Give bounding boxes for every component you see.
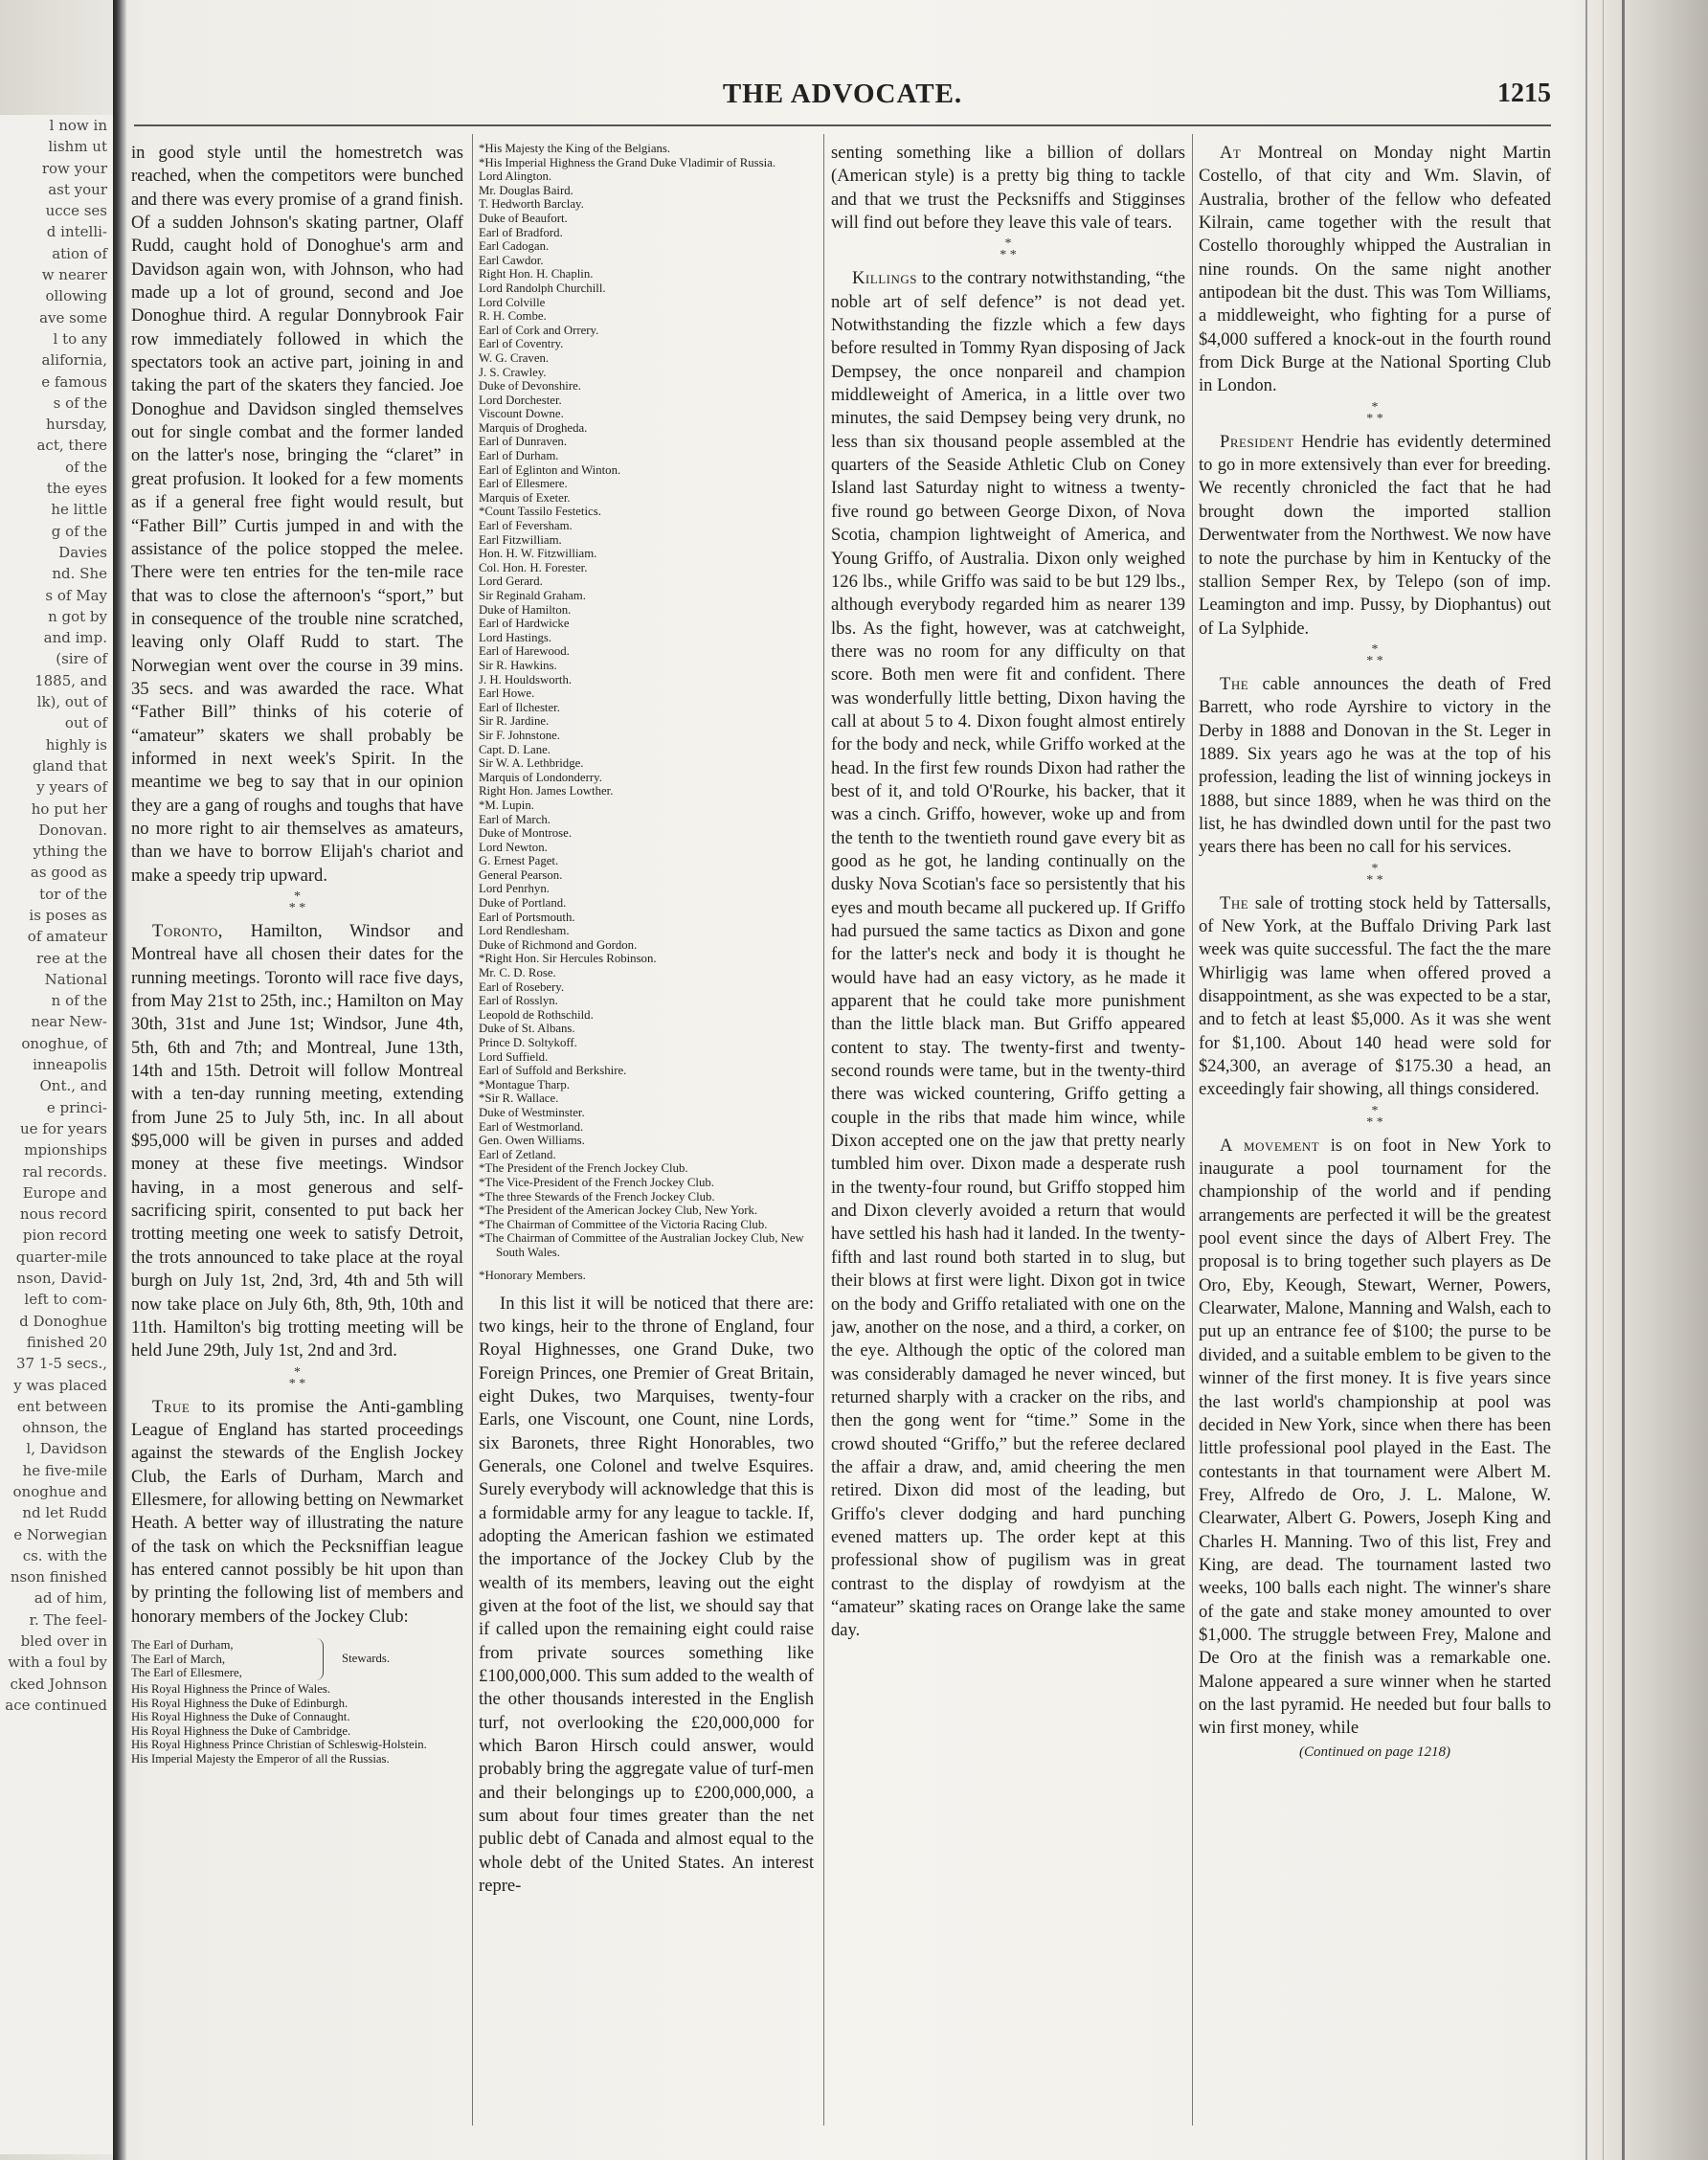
member-entry: Col. Hon. H. Forester. bbox=[479, 560, 588, 574]
fragment-line: gland that bbox=[32, 756, 107, 775]
member-entry: J. S. Crawley. bbox=[479, 365, 547, 379]
steward-entry: The Earl of Ellesmere, bbox=[131, 1666, 242, 1680]
member-entry: *The three Stewards of the French Jockey Club. bbox=[479, 1189, 715, 1204]
member-entry: *The Vice-President of the French Jockey Club. bbox=[479, 1175, 714, 1189]
fragment-line: ast your bbox=[48, 180, 107, 198]
member-entry: Duke of Westminster. bbox=[479, 1105, 585, 1119]
fragment-line: ation of bbox=[52, 244, 107, 262]
member-entry: Earl of Bradford. bbox=[479, 225, 563, 239]
binding-gutter bbox=[113, 0, 126, 2160]
member-entry: Prince D. Soltykoff. bbox=[479, 1036, 577, 1049]
fragment-line: ue for years bbox=[20, 1119, 107, 1137]
member-entry: Earl of Dunraven. bbox=[479, 435, 568, 449]
fragment-line: ohnson, the bbox=[22, 1419, 107, 1437]
article-paragraph: Toronto, Hamilton, Windsor and Montreal have all chosen their dates for the running meetings. Toronto will race five days, from May 21st to 25th, inc.; Hamilton on May 30th, 31st and June 1st; Windsor, June 4th, 5th, 6th and 7th; and Montreal, June 13th, 14th and 15th. Detroit will follow Montreal with a ten-day running meeting, extending from June 25 to July 5th, inc. In all about $95,000 will be given in purses and added money at these five meetings. Windsor having, in a most generous and self-sacrificing spirit, consented to put back her trotting meeting one week to satisfy Detroit, the trots announced to take place at the royal burgh on July 1st, 2nd, 3rd, 4th and 5th will now take place on July 6th, 8th, 9th, 10th and 11th. Hamilton's big trotting meeting will be held June 29th, July 1st, 2nd and 3rd. bbox=[131, 921, 463, 1361]
member-entry: Marquis of Drogheda. bbox=[479, 420, 588, 435]
member-entry: Lord Rendlesham. bbox=[479, 924, 570, 938]
fragment-line: (sire of bbox=[56, 650, 107, 668]
fragment-line: e famous bbox=[41, 372, 107, 391]
fragment-line: Ont., and bbox=[39, 1077, 107, 1095]
member-entry: Duke of Beaufort. bbox=[479, 211, 568, 225]
fragment-line: l, Davidson bbox=[26, 1440, 107, 1458]
fragment-line: nson finished bbox=[10, 1568, 107, 1586]
member-entry: *Sir R. Wallace. bbox=[479, 1091, 559, 1106]
column-rule bbox=[472, 134, 473, 2126]
continuation-note: (Continued on page 1218) bbox=[1299, 1744, 1450, 1760]
stewards-label: Stewards. bbox=[342, 1651, 391, 1665]
member-entry: Earl of Suffold and Berkshire. bbox=[479, 1064, 627, 1078]
member-entry: His Royal Highness the Duke of Edinburgh. bbox=[131, 1696, 348, 1710]
member-entry: Duke of Devonshire. bbox=[479, 379, 581, 394]
member-entry: Lord Hastings. bbox=[479, 630, 552, 644]
member-entry: *M. Lupin. bbox=[479, 798, 534, 812]
member-entry: Duke of Hamilton. bbox=[479, 602, 572, 617]
fragment-line: n got by bbox=[48, 607, 107, 625]
section-separator: * * * bbox=[1366, 1103, 1383, 1130]
member-entry: Earl of Rosebery. bbox=[479, 979, 565, 994]
member-entry: *The Chairman of Committee of the Victoria Racing Club. bbox=[479, 1217, 768, 1231]
header-rule bbox=[134, 124, 1551, 126]
fragment-line: inneapolis bbox=[33, 1056, 107, 1074]
member-entry: His Royal Highness the Prince of Wales. bbox=[131, 1681, 331, 1696]
member-entry: Right Hon. James Lowther. bbox=[479, 784, 614, 799]
member-entry: Earl of Portsmouth. bbox=[479, 910, 575, 924]
fragment-line: alifornia, bbox=[41, 351, 107, 370]
fragment-line: d Donoghue bbox=[19, 1312, 107, 1330]
fragment-line: and imp. bbox=[43, 629, 107, 647]
article-paragraph: President Hendrie has evidently determined to go in more extensively than ever for breeding. We recently chronicled the fact that he had brought down the imported stallion Derwentwater from the Northwest. We now have to note the purchase by him in Kentucky of the stallion Semper Rex, by Telepo (son of imp. Leamington and imp. Pussy, by Diophantus) out of La Sylphide. bbox=[1199, 431, 1551, 639]
member-entry: Earl of Westmorland. bbox=[479, 1119, 584, 1134]
members-list bbox=[131, 1682, 463, 1766]
fragment-line: ucce ses bbox=[45, 202, 107, 220]
member-entry: W. G. Craven. bbox=[479, 350, 550, 365]
fragment-line: pion record bbox=[22, 1226, 107, 1245]
page-number: 1215 bbox=[1497, 79, 1551, 108]
fragment-line: bled over in bbox=[20, 1632, 107, 1651]
publication-title: THE ADVOCATE. bbox=[722, 79, 963, 109]
fragment-line: y years of bbox=[36, 778, 107, 797]
article-paragraph: In this list it will be noticed that there are: two kings, heir to the throne of England, four Royal Highnesses, one Grand Duke, two Foreign Princes, one Premier of Great Britain, eight Dukes, two Marquises, twenty-four Earls, one Viscount, one Count, nine Lords, six Baronets, three Right Honorables, two Generals, one Colonel and twelve Esquires. Surely everybody will acknowledge that this is a formidable army for any league to tackle. If, adopting the American fashion we estimated the importance of the Jockey Club by the wealth of its members, leaving out the eight given at the foot of the list, we should say that if called upon the remaining eight could raise from private sources something like £100,000,000. This sum added to the wealth of the other thousands interested in the English turf, not overlooking the £20,000,000 for which Baron Hirsch could answer, would probably bring the aggregate value of turf-men and their belongings up to £200,000,000, a sum about four times greater than the net public debt of Canada and almost equal to the whole debt of the United States. An interest repre- bbox=[479, 1293, 814, 1897]
fragment-line: Europe and bbox=[22, 1183, 107, 1202]
page-edge bbox=[1564, 0, 1708, 2160]
member-entry: Earl of Coventry. bbox=[479, 337, 564, 351]
column-rule bbox=[823, 134, 824, 2126]
member-entry: Earl Howe. bbox=[479, 686, 535, 701]
member-entry: Earl of Durham. bbox=[479, 449, 559, 463]
member-entry: Sir R. Jardine. bbox=[479, 714, 550, 729]
member-entry: Duke of St. Albans. bbox=[479, 1022, 575, 1036]
article-paragraph: in good style until the homestretch was reached, when the competitors were bunched and there was every promise of a grand finish. Of a sudden Johnson's skating partner, Olaff Rudd, caught hold of Donoghue's arm and Davidson again won, with Johnson, who had made up a lot of ground, second and Joe Donoghue third. A regular Donnybrook Fair row immediately followed in which the spectators took an active part, joining in and taking the part of the skaters they fancied. Joe Donoghue and Davidson singled themselves out for single combat and the former landed on the latter's nose, bringing the “claret” in great profusion. It looked for a few moments as if a general free fight would result, but “Father Bill” Curtis jumped in and with the assistance of the police stopped the melee. There were ten entries for the ten-mile race that was to close the afternoon's “sport,” but in consequence of the trouble nine scratched, leaving only Olaff Rudd to start. The Norwegian went over the course in 39 mins. 35 secs. and was awarded the race. What “Father Bill” thinks of his coterie of “amateur” skaters we shall probably be informed in next week's Spirit. In the meantime we beg to say that in our opinion they are a gang of roughs and toughs that have no more right to air themselves as amateurs, than we have to borrow Elijah's chariot and make a speedy trip upward. bbox=[131, 143, 463, 886]
member-entry: Sir Reginald Graham. bbox=[479, 589, 586, 602]
member-entry: His Royal Highness Prince Christian of Schleswig-Holstein. bbox=[131, 1738, 427, 1752]
section-separator: * * * bbox=[1000, 236, 1017, 263]
fragment-line: nd let Rudd bbox=[22, 1504, 107, 1522]
fragment-line: ace continued bbox=[5, 1696, 107, 1714]
fragment-line: s of May bbox=[45, 586, 107, 604]
fragment-line: out of bbox=[64, 714, 107, 732]
article-paragraph: True to its promise the Anti-gambling League of England has started proceedings against the stewards of the English Jockey Club, the Earls of Durham, March and Ellesmere, for allowing betting on Newmarket Heath. A better way of illustrating the nature of the task on which the Pecksniffian league has entered cannot possibly be hit upon than by printing the following list of members and honorary members of the Jockey Club: bbox=[131, 1396, 463, 1627]
footnote: *Honorary Members. bbox=[479, 1267, 586, 1282]
member-entry: *Right Hon. Sir Hercules Robinson. bbox=[479, 952, 657, 966]
fragment-line: tor of the bbox=[39, 885, 107, 903]
member-entry: His Royal Highness the Duke of Connaught. bbox=[131, 1710, 350, 1724]
member-entry: Duke of Richmond and Gordon. bbox=[479, 937, 638, 952]
fragment-line: l now in bbox=[49, 117, 107, 134]
fragment-line: hursday, bbox=[46, 416, 107, 434]
member-entry: Earl of Ilchester. bbox=[479, 700, 560, 714]
member-entry: Lord Suffield. bbox=[479, 1049, 549, 1064]
member-entry: Lord Penrhyn. bbox=[479, 882, 550, 896]
fragment-line: nd. She bbox=[52, 565, 107, 583]
fragment-line: ral records. bbox=[22, 1162, 107, 1181]
member-entry: Lord Alington. bbox=[479, 169, 552, 184]
member-entry: Gen. Owen Williams. bbox=[479, 1134, 585, 1148]
fragment-line: w nearer bbox=[41, 266, 107, 284]
section-separator: * * * bbox=[288, 889, 306, 915]
fragment-line: as good as bbox=[30, 864, 107, 882]
fragment-line: of amateur bbox=[27, 928, 107, 946]
fragment-line: n of the bbox=[51, 992, 107, 1010]
member-entry: Marquis of Exeter. bbox=[479, 490, 571, 505]
member-entry: T. Hedworth Barclay. bbox=[479, 197, 584, 212]
fragment-line: ave some bbox=[39, 308, 107, 326]
fragment-line: d intelli- bbox=[46, 223, 107, 241]
fragment-line: lishm ut bbox=[48, 138, 107, 156]
member-entry: Sir F. Johnstone. bbox=[479, 728, 561, 742]
fragment-line: e princi- bbox=[46, 1098, 107, 1116]
member-entry: *The President of the American Jockey Club, New York. bbox=[479, 1204, 758, 1218]
member-entry: Earl of Zetland. bbox=[479, 1147, 556, 1161]
member-entry: *Montague Tharp. bbox=[479, 1077, 571, 1091]
fragment-line: cs. with the bbox=[22, 1546, 107, 1564]
article-paragraph: Killings to the contrary notwithstanding, “the noble art of self defence” is not dead yet. Notwithstanding the fizzle which a few days before resulted in Tommy Ryan disposing of Jack Dempsey, the once nonpareil and champion middleweight of America, in a little over two minutes, the said Dempsey being very drunk, no less than six thousand people assembled at the quarters of the Seaside Athletic Club on Coney Island last Saturday night to witness a twenty-five round go between George Dixon, of Nova Scotia, champion lightweight of America, and Young Griffo, of Australia. Dixon only weighed 126 lbs., while Griffo was said to be but 129 lbs., although everybody regarded him as nearer 139 lbs. As the fight, however, was at catchweight, there was no room for any difficulty on that score. Both men were fit and confident. There was wonderfully little betting, Dixon having the call at about 5 to 4. Dixon fought almost entirely for the body and neck, while Griffo worked at the head. In the first few rounds Dixon had rather the best of it, and told O'Rourke, his backer, that it was a cinch. Griffo, however, woke up and from the tenth to the twentieth round gave every bit as good as he got, he landing continually on the dusky Nova Scotian's face so persistently that his eyes and mouth became all puckered up. If Griffo had pursued the same tactics as Dixon and gone for the latter's neck and body it is thought he would have had an easy victory, as he made it apparent that he could take more punishment than the little black man. But Griffo appeared content to stay. The twenty-first and twenty-second rounds were tame, but in the twenty-third there was wicked countering, Griffo getting a couple in the ribs that made him wince, while Dixon accepted one on the jaw that pretty nearly tumbled him over. Dixon made a desperate rush in the twenty-four round, but Griffo stopped him and Dixon cleverly avoided a return that would have settled his hash had it landed. In the twenty-fifth and last round both started in to slug, but their blows at first were light. Dixon got in twice on the body and Griffo retaliated with one on the jaw, another on the nose, and a third, a corker, on the eye. Although the optic of the colored man was considerably damaged he never winced, but returned sharply with a cracker on the ribs, and then the gong went for “time.” Some in the crowd shouted “Griffo,” but the referee declared the affair a draw, and, amid cheering the men retired. Dixon did most of the leading, but Griffo's clever dodging and hard punching evened matters up. The order kept at this professional show of pugilism was in great contrast to the display of rowdyism at the “amateur” skating races on Orange lake the same day. bbox=[831, 268, 1185, 1641]
fragment-line: ything the bbox=[33, 843, 107, 861]
fragment-line: Davies bbox=[58, 543, 107, 561]
fragment-line: r. The feel- bbox=[29, 1610, 107, 1629]
stewards-list bbox=[131, 1638, 463, 1682]
fragment-line: he little bbox=[51, 501, 107, 519]
member-entry: Capt. D. Lane. bbox=[479, 742, 551, 756]
fragment-line: with a foul by bbox=[8, 1654, 107, 1672]
member-entry: Right Hon. H. Chaplin. bbox=[479, 267, 594, 281]
fragment-line: quarter-mile bbox=[15, 1248, 107, 1266]
member-entry: Leopold de Rothschild. bbox=[479, 1007, 594, 1022]
member-entry: Sir R. Hawkins. bbox=[479, 658, 557, 672]
steward-entry: The Earl of March, bbox=[131, 1652, 226, 1666]
fragment-line: mpionships bbox=[24, 1141, 107, 1159]
fragment-line: l to any bbox=[53, 329, 107, 348]
member-entry: R. H. Combe. bbox=[479, 309, 547, 324]
member-entry: *Count Tassilo Festetics. bbox=[479, 505, 601, 519]
fragment-line: g of the bbox=[51, 522, 107, 540]
article-paragraph: A movement is on foot in New York to inaugurate a pool tournament for the championship of the world and if pending arrangements are perfected it will be the greatest pool event since the days of Albert Frey. The proposal is to bring together such players as De Oro, Eby, Keough, Stewart, Werner, Powers, Clearwater, Malone, Manning and Walsh, each to put up an entrance fee of $100; the purse to be divided, and a suitable emblem to be given to the winner of the first money. It is five years since the last world's championship at pool was decided in New York, since when there has been little professional pool played in the East. The contestants in that tournament were Albert M. Frey, Alfredo de Oro, J. L. Malone, W. Clearwater, Albert G. Powers, Joseph King and Charles H. Manning. Two of this list, Frey and King, are dead. The tournament lasted two weeks, 100 balls each night. The winner's share of the gate and stake money amounted to over $1,000. The struggle between Frey, Malone and De Oro at the finish was a remarkable one. Malone appeared a sure winner when he started on the last pyramid. He needed but four balls to win first money, while bbox=[1199, 1135, 1551, 1739]
fragment-line: nson, David- bbox=[16, 1270, 107, 1288]
member-entry: G. Ernest Paget. bbox=[479, 854, 559, 868]
member-entry: Lord Dorchester. bbox=[479, 393, 562, 407]
member-entry: Earl Fitzwilliam. bbox=[479, 532, 562, 547]
fragment-line: ent between bbox=[16, 1397, 107, 1415]
section-separator: * * * bbox=[1366, 861, 1383, 888]
fragment-line: onoghue and bbox=[12, 1483, 107, 1500]
section-separator: * * * bbox=[1366, 399, 1383, 426]
member-entry: His Royal Highness the Duke of Cambridge. bbox=[131, 1723, 351, 1738]
article-paragraph: The sale of trotting stock held by Tattersalls, of New York, at the Buffalo Driving Park last week was quite successful. The fact the the mare Whirligig was lame when offered proved a disappointment, as she was expected to be a star, and to fetch at least $5,000. As it was she went for $1,100. About 140 head were sold for $24,300, an average of $175.30 a head, an exceedingly fair showing, all things considered. bbox=[1199, 892, 1551, 1100]
fragment-line: 37 1-5 secs., bbox=[16, 1355, 107, 1373]
previous-page-fragment bbox=[0, 115, 113, 2154]
page-header bbox=[134, 75, 1551, 123]
member-entry: Duke of Montrose. bbox=[479, 826, 573, 841]
member-entry: Mr. C. D. Rose. bbox=[479, 966, 556, 980]
member-entry: Lord Randolph Churchill. bbox=[479, 281, 606, 295]
member-entry: His Imperial Majesty the Emperor of all the Russias. bbox=[131, 1751, 390, 1766]
fragment-line: finished 20 bbox=[26, 1333, 107, 1351]
fragment-line: e Norwegian bbox=[13, 1525, 107, 1543]
fragment-line: highly is bbox=[45, 735, 107, 754]
fragment-line: ollowing bbox=[45, 287, 107, 305]
fragment-line: is poses as bbox=[29, 906, 107, 924]
member-entry: Hon. H. W. Fitzwilliam. bbox=[479, 547, 597, 561]
column-3 bbox=[831, 142, 1185, 2095]
section-separator: * * * bbox=[288, 1364, 306, 1391]
fragment-line: s of the bbox=[53, 394, 107, 412]
member-entry: *The Chairman of Committee of the Australian Jockey Club, New South Wales. bbox=[479, 1231, 804, 1259]
brace bbox=[313, 1638, 324, 1680]
column-4 bbox=[1199, 142, 1551, 2095]
member-entry: Mr. Douglas Baird. bbox=[479, 183, 573, 197]
member-entry: Duke of Portland. bbox=[479, 896, 567, 911]
member-entry: Earl of Feversham. bbox=[479, 519, 573, 533]
member-entry: Sir W. A. Lethbridge. bbox=[479, 756, 584, 771]
fragment-line: ad of him, bbox=[34, 1589, 107, 1608]
member-entry: Marquis of Londonderry. bbox=[479, 770, 602, 784]
fragment-line: near New- bbox=[31, 1013, 107, 1031]
member-entry: Viscount Downe. bbox=[479, 407, 564, 421]
members-list bbox=[479, 142, 814, 1260]
member-entry: Earl of Rosslyn. bbox=[479, 994, 558, 1008]
fragment-line: act, there bbox=[36, 437, 107, 455]
member-entry: Earl Cawdor. bbox=[479, 253, 544, 267]
fragment-line: row your bbox=[41, 159, 107, 177]
fragment-line: he five-mile bbox=[22, 1461, 107, 1479]
column-1 bbox=[131, 142, 463, 2095]
member-entry: Earl Cadogan. bbox=[479, 239, 550, 254]
member-entry: Lord Gerard. bbox=[479, 574, 543, 589]
fragment-line: onoghue, of bbox=[21, 1034, 107, 1052]
fragment-line: ho put her bbox=[31, 799, 107, 818]
member-entry: *His Majesty the King of the Belgians. bbox=[479, 142, 671, 155]
fragment-line: 1885, and bbox=[34, 671, 107, 689]
member-entry: *His Imperial Highness the Grand Duke Vladimir of Russia. bbox=[479, 155, 776, 169]
fragment-line: nous record bbox=[19, 1205, 107, 1224]
steward-entry: The Earl of Durham, bbox=[131, 1637, 234, 1652]
member-entry: Earl of Eglinton and Winton. bbox=[479, 462, 621, 477]
member-entry: Lord Newton. bbox=[479, 840, 548, 854]
fragment-line: the eyes bbox=[46, 480, 107, 498]
column-rule bbox=[1192, 134, 1193, 2126]
section-separator: * * * bbox=[1366, 641, 1383, 668]
fragment-line: left to com- bbox=[24, 1291, 107, 1309]
article-paragraph: At Montreal on Monday night Martin Costello, of that city and Wm. Slavin, of Australia, brother of the fellow who defeated Kilrain, came together with the result that Costello thoroughly whipped the Australian in nine rounds. On the same night another antipodean bit the dust. This was Tom Williams, a middleweight, who fighting for a purse of $4,000 suffered a knock-out in the fourth round from Dick Burge at the National Sporting Club in London. bbox=[1199, 143, 1551, 396]
fragment-line: lk), out of bbox=[36, 693, 107, 711]
member-entry: Earl of March. bbox=[479, 812, 551, 826]
fragment-line: y was placed bbox=[13, 1376, 107, 1394]
fragment-line: of the bbox=[65, 458, 107, 476]
article-paragraph: The cable announces the death of Fred Barrett, who rode Ayrshire to victory in the Derby in 1888 and Donovan in the St. Leger in 1889. Six years ago he was at the top of his profession, leading the list of winning jockeys in 1888, but since 1889, when he was third on the list, he has dwindled down until for the past two years there has been no call for his services. bbox=[1199, 673, 1551, 858]
member-entry: Earl of Hardwicke bbox=[479, 617, 570, 631]
member-entry: Earl of Harewood. bbox=[479, 644, 570, 659]
fragment-line: cked Johnson bbox=[10, 1675, 107, 1693]
member-entry: Lord Colville bbox=[479, 295, 546, 309]
member-entry: General Pearson. bbox=[479, 867, 563, 882]
fragment-line: National bbox=[44, 970, 107, 988]
fragment-line: Donovan. bbox=[38, 821, 107, 839]
fragment-line: ree at the bbox=[36, 949, 107, 967]
member-entry: *The President of the French Jockey Club. bbox=[479, 1161, 688, 1176]
member-entry: Earl of Cork and Orrery. bbox=[479, 323, 599, 337]
article-paragraph: senting something like a billion of dollars (American style) is a pretty big thing to tackle and that we trust the Pecksniffs and Stigginses will find out before they leave this vale of tears. bbox=[831, 143, 1185, 234]
column-2 bbox=[479, 142, 814, 2095]
member-entry: J. H. Houldsworth. bbox=[479, 672, 573, 686]
member-entry: Earl of Ellesmere. bbox=[479, 477, 568, 491]
